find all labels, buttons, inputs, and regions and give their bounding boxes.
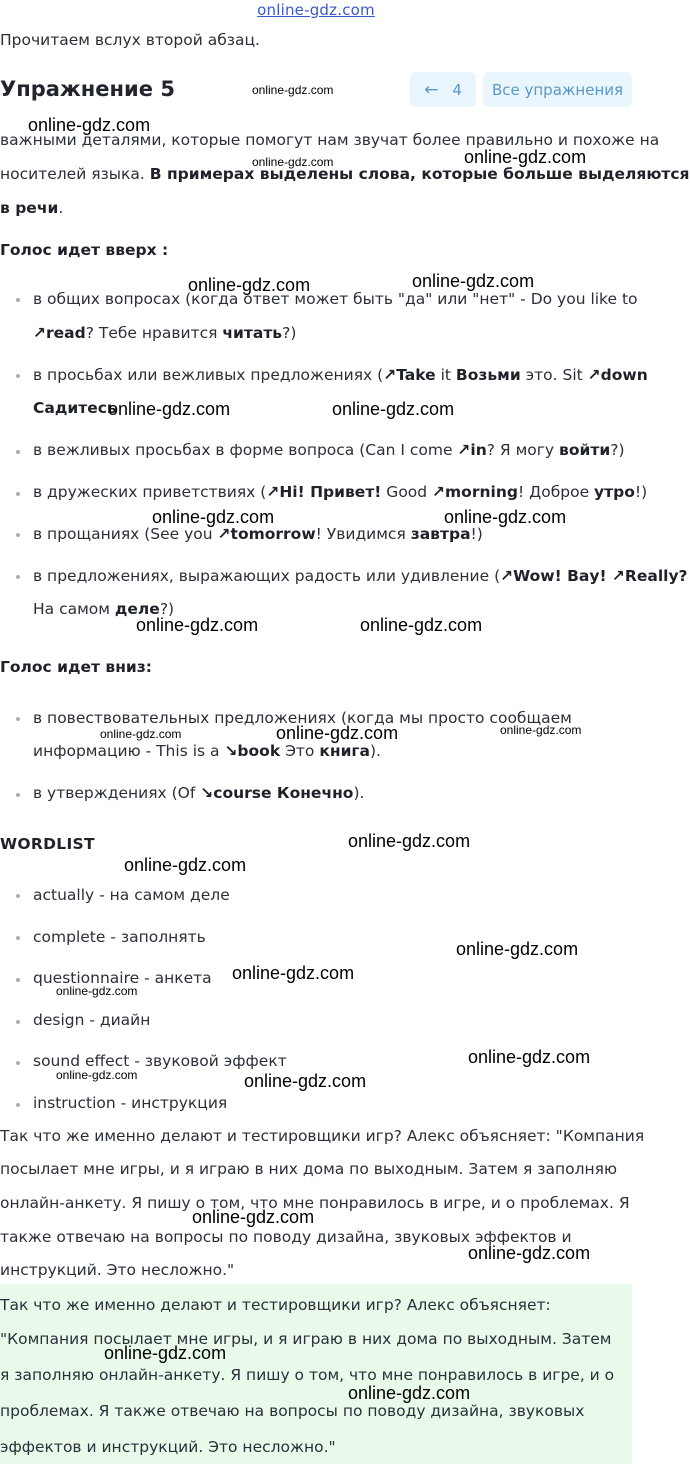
section-heading-voice-down: Голос идет вниз: xyxy=(0,658,152,676)
paragraph-line: Так что же именно делают и тестировщики игр? Алекс объясняет: "Компания xyxy=(0,1127,645,1145)
list-item: в просьбах или вежливых предложениях (↗Take it Возьми это. Sit ↗down xyxy=(33,366,648,384)
wordlist-item: sound effect - звуковой эффект xyxy=(33,1052,287,1070)
site-top-link[interactable]: online-gdz.com xyxy=(257,1,375,19)
paragraph-line: инструкций. Это несложно." xyxy=(0,1261,235,1279)
bullet-dot xyxy=(16,1103,20,1107)
watermark: online-gdz.com xyxy=(468,1047,591,1067)
watermark: online-gdz.com xyxy=(188,275,311,295)
watermark: online-gdz.com xyxy=(332,399,455,419)
bullet-dot xyxy=(16,450,20,454)
bullet-dot xyxy=(16,575,20,579)
list-item-continuation: На самом деле?) xyxy=(33,600,175,618)
bullet-dot xyxy=(16,533,20,537)
list-item: в утверждениях (Of ↘course Конечно). xyxy=(33,784,365,802)
list-item: в предложениях, выражающих радость или удивление (↗Wow! Вау! ↗Really? xyxy=(33,567,688,585)
bullet-dot xyxy=(16,492,20,496)
bullet-dot xyxy=(16,1020,20,1024)
list-item-continuation: Садитесь xyxy=(33,399,117,417)
list-item-continuation: ↗read? Тебе нравится читать?) xyxy=(33,324,297,342)
watermark: online-gdz.com xyxy=(136,615,259,635)
answer-line: "Компания посылает мне игры, и я играю в них дома по выходным. Затем xyxy=(0,1330,612,1348)
paragraph-line: посылает мне игры, и я играю в них дома по выходным. Затем я заполняю xyxy=(0,1160,618,1178)
bullet-dot xyxy=(16,717,20,721)
list-item: в вежливых просьбах в форме вопроса (Can I come ↗in? Я могу войти?) xyxy=(33,441,625,459)
bullet-dot xyxy=(16,793,20,797)
bullet-dot xyxy=(16,894,20,898)
previous-exercise-number: 4 xyxy=(452,80,462,99)
wordlist-item: complete - заполнять xyxy=(33,928,206,946)
watermark: online-gdz.com xyxy=(100,727,182,741)
watermark: online-gdz.com xyxy=(468,1243,591,1263)
paragraph-line: онлайн-анкету. Я пишу о том, что мне понравилось в игре, и о проблемах. Я xyxy=(0,1194,630,1212)
previous-exercise-button[interactable] xyxy=(410,72,476,107)
watermark: online-gdz.com xyxy=(500,723,582,737)
watermark: online-gdz.com xyxy=(232,963,355,983)
list-item: в дружеских приветствиях (↗Hi! Привет! Good ↗morning! Доброе утро!) xyxy=(33,483,648,501)
bullet-dot xyxy=(16,978,20,982)
watermark: online-gdz.com xyxy=(464,147,587,167)
watermark: online-gdz.com xyxy=(348,831,471,851)
paragraph-line: в речи. xyxy=(0,199,64,217)
bullet-dot xyxy=(16,374,20,378)
paragraph-line: также отвечаю на вопросы по поводу дизайна, звуковых эффектов и xyxy=(0,1228,572,1246)
arrow-left-icon: ← xyxy=(424,79,439,100)
list-item-continuation: информацию - This is a ↘book Это книга). xyxy=(33,742,381,760)
wordlist-item: actually - на самом деле xyxy=(33,886,230,904)
bullet-dot xyxy=(16,936,20,940)
bullet-dot xyxy=(16,298,20,302)
answer-line: Так что же именно делают и тестировщики игр? Алекс объясняет: xyxy=(0,1296,551,1314)
section-heading-voice-up: Голос идет вверх : xyxy=(0,241,169,259)
exercise-title: Упражнение 5 xyxy=(0,77,175,101)
paragraph-line: носителей языка. В примерах выделены слова, которые больше выделяются xyxy=(0,165,690,183)
watermark: online-gdz.com xyxy=(56,1068,138,1082)
intro-text: Прочитаем вслух второй абзац. xyxy=(0,31,260,49)
watermark: online-gdz.com xyxy=(244,1071,367,1091)
watermark: online-gdz.com xyxy=(412,271,535,291)
answer-line: я заполняю онлайн-анкету. Я пишу о том, что мне понравилось в игре, и о xyxy=(0,1366,615,1384)
wordlist-item: questionnaire - анкета xyxy=(33,969,212,987)
wordlist-item: instruction - инструкция xyxy=(33,1094,228,1112)
paragraph-line: важными деталями, которые помогут нам звучат более правильно и похоже на xyxy=(0,131,660,149)
watermark: online-gdz.com xyxy=(276,723,399,743)
all-exercises-button[interactable] xyxy=(483,72,632,107)
watermark: online-gdz.com xyxy=(124,855,247,875)
watermark: online-gdz.com xyxy=(360,615,483,635)
watermark: online-gdz.com xyxy=(456,939,579,959)
answer-line: проблемах. Я также отвечаю на вопросы по поводу дизайна, звуковых xyxy=(0,1402,585,1420)
watermark: online-gdz.com xyxy=(104,1343,227,1363)
watermark: online-gdz.com xyxy=(152,507,275,527)
watermark: online-gdz.com xyxy=(108,399,231,419)
wordlist-item: design - диайн xyxy=(33,1011,151,1029)
watermark: online-gdz.com xyxy=(252,155,334,169)
list-item: в общих вопросах (когда ответ может быть "да" или "нет" - Do you like to xyxy=(33,290,638,308)
bullet-dot xyxy=(16,1061,20,1065)
watermark: online-gdz.com xyxy=(252,83,334,97)
list-item: в повествовательных предложениях (когда мы просто сообщаем xyxy=(33,709,572,727)
all-exercises-label: Все упражнения xyxy=(491,80,624,99)
list-item: в прощаниях (See you ↗tomorrow! Увидимся завтра!) xyxy=(33,525,483,543)
watermark: online-gdz.com xyxy=(192,1207,315,1227)
section-heading-wordlist: WORDLIST xyxy=(0,835,95,853)
answer-line: эффектов и инструкций. Это несложно." xyxy=(0,1438,336,1456)
watermark: online-gdz.com xyxy=(56,984,138,998)
watermark: online-gdz.com xyxy=(348,1383,471,1403)
watermark: online-gdz.com xyxy=(28,115,151,135)
watermark: online-gdz.com xyxy=(444,507,567,527)
